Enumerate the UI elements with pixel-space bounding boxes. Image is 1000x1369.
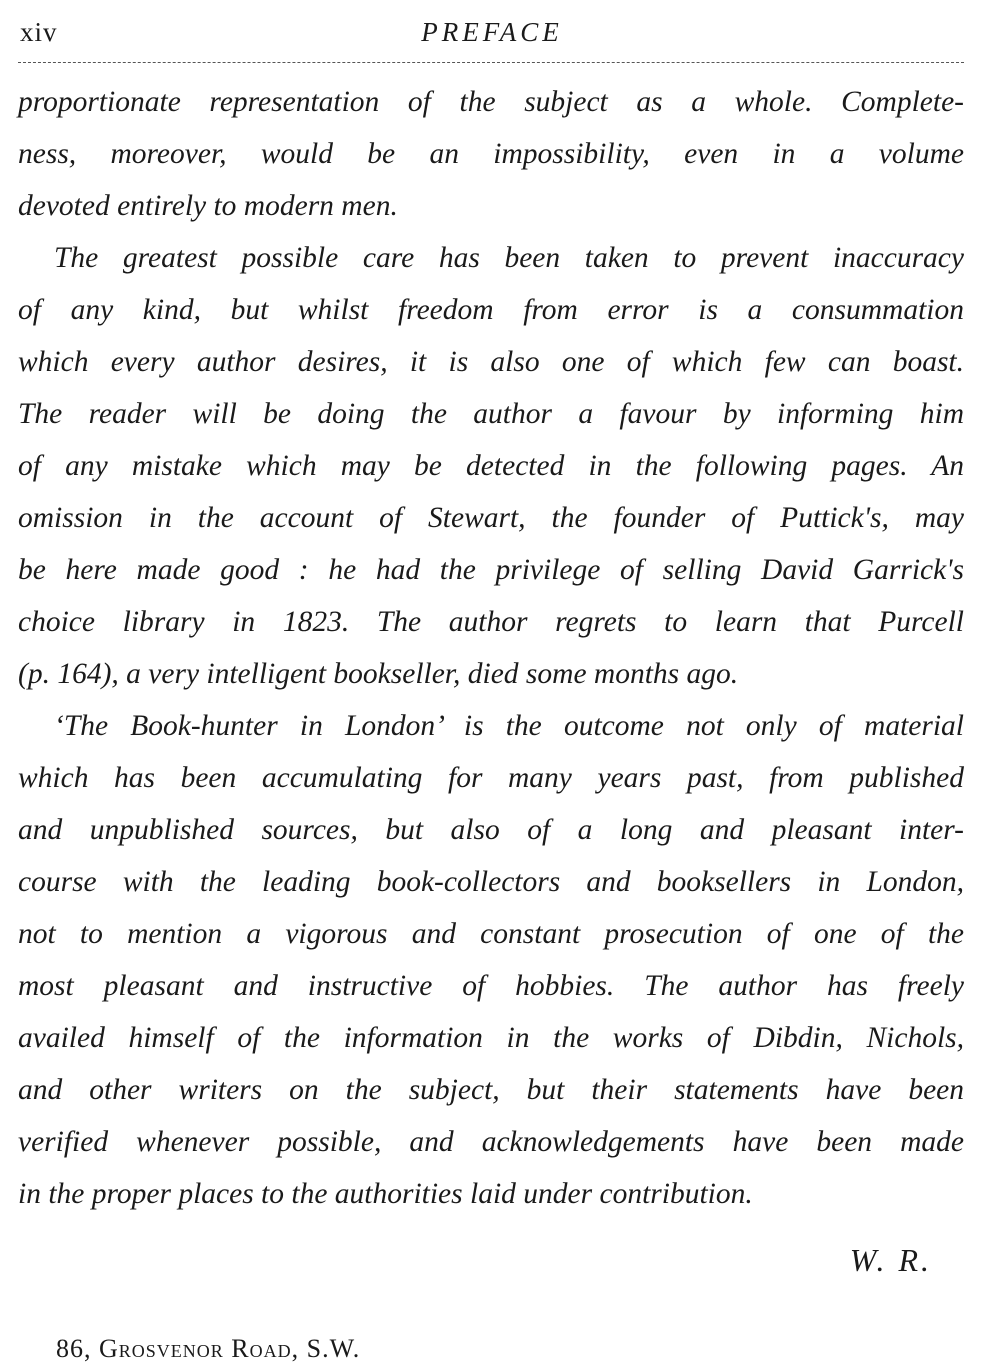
text-line: omission in the account of Stewart, the founder of Puttick's, may (18, 502, 964, 534)
page-number: xiv (20, 17, 58, 47)
header-rule (18, 62, 964, 63)
text-line: which has been accumulating for many years past, from published (18, 762, 964, 794)
text-line: and other writers on the subject, but their statements have been (18, 1074, 964, 1106)
text-line: of any mistake which may be detected in the following pages. An (18, 450, 964, 482)
text-line: and unpublished sources, but also of a long and pleasant inter- (18, 814, 964, 846)
text-line: choice library in 1823. The author regrets to learn that Purcell (18, 606, 964, 638)
running-head (20, 14, 964, 54)
text-line: course with the leading book-collectors and booksellers in London, (18, 866, 964, 898)
text-line: (p. 164), a very intelligent bookseller, died some months ago. (18, 658, 739, 690)
paragraph-start-line: The greatest possible care has been taken to prevent inaccuracy (54, 242, 964, 274)
text-line: proportionate representation of the subject as a whole. Complete- (18, 86, 964, 118)
text-line: be here made good : he had the privilege of selling David Garrick's (18, 554, 964, 586)
text-line: The reader will be doing the author a favour by informing him (18, 398, 964, 430)
paragraph-start-line: ‘The Book-hunter in London’ is the outcome not only of material (54, 710, 964, 742)
text-line: ness, moreover, would be an impossibility, even in a volume (18, 138, 964, 170)
text-line: which every author desires, it is also one of which few can boast. (18, 346, 964, 378)
text-line: most pleasant and instructive of hobbies. The author has freely (18, 970, 964, 1002)
author-address: 86, Grosvenor Road, S.W. (56, 1334, 361, 1363)
author-initials: W. R. (849, 1242, 932, 1278)
text-line: not to mention a vigorous and constant prosecution of one of the (18, 918, 964, 950)
preface-body (18, 76, 964, 1220)
text-line: availed himself of the information in the works of Dibdin, Nichols, (18, 1022, 964, 1054)
text-line: verified whenever possible, and acknowledgements have been made (18, 1126, 964, 1158)
text-line: of any kind, but whilst freedom from error is a consummation (18, 294, 964, 326)
text-line: devoted entirely to modern men. (18, 190, 398, 222)
text-line: in the proper places to the authorities laid under contribution. (18, 1178, 753, 1210)
section-title: PREFACE (421, 17, 563, 47)
